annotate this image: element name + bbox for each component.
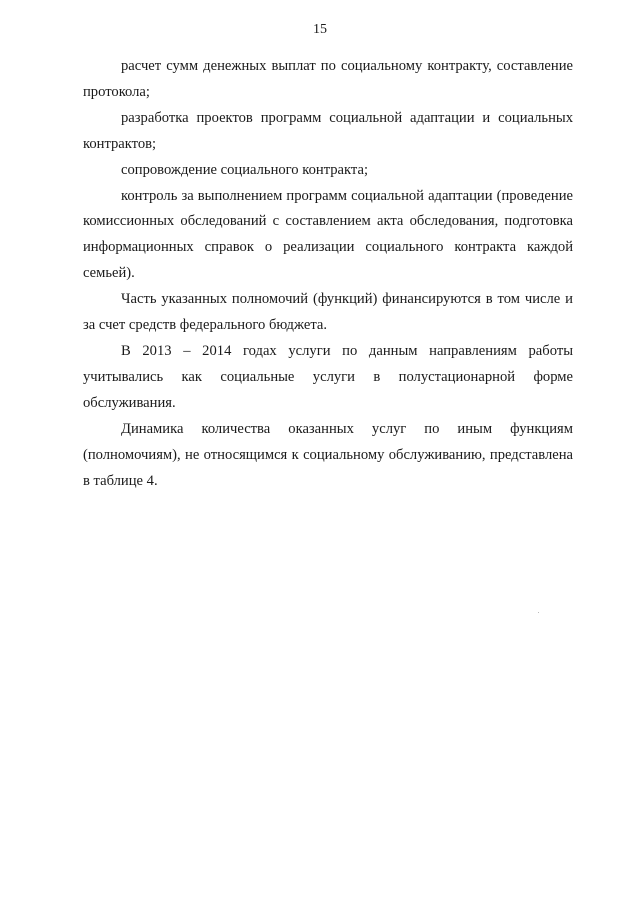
paragraph-program-control: контроль за выполнением программ социальной адаптации (проведение комиссионных обследований с составлением акта обследования, подготовка информационных справок о реализации социального контракта каждой семьей). (83, 187, 573, 282)
paragraph-program-development: разработка проектов программ социальной адаптации и социальных контрактов; (83, 109, 573, 152)
document-body (83, 54, 573, 494)
scan-speck (538, 612, 539, 613)
page-number: 15 (313, 22, 327, 37)
paragraph-federal-funding: Часть указанных полномочий (функций) финансируются в том числе и за счет средств федерального бюджета. (83, 291, 573, 334)
paragraph-dynamics-table-ref: Динамика количества оказанных услуг по иным функциям (полномочиям), не относящимся к социальному обслуживанию, представлена в таблице 4. (83, 420, 573, 489)
paragraph-contract-support: сопровождение социального контракта; (121, 161, 369, 178)
paragraph-payment-calculation: расчет сумм денежных выплат по социальному контракту, составление протокола; (83, 58, 573, 100)
paragraph-2013-2014-services: В 2013 – 2014 годах услуги по данным направлениям работы учитывались как социальные услуги в полустационарной форме обслуживания. (83, 342, 573, 411)
